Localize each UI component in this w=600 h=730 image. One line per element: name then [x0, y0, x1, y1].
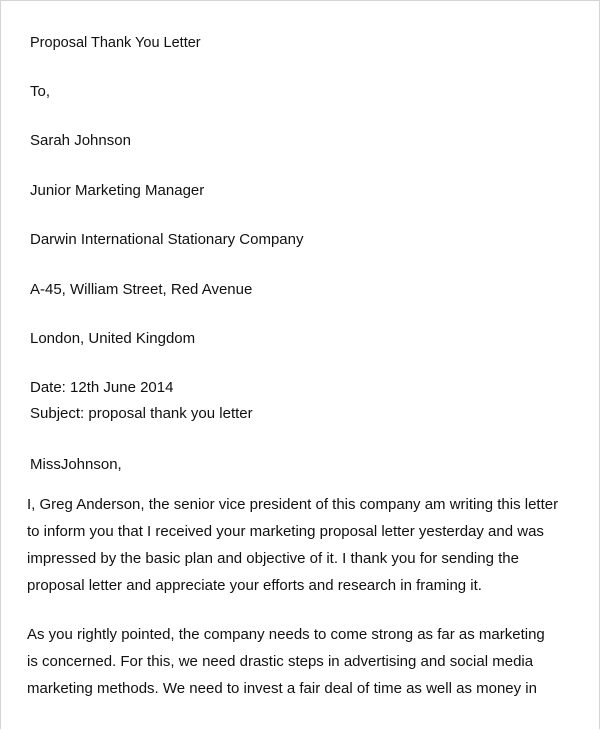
paragraph-line: As you rightly pointed, the company needs to come strong as far as marketing	[27, 626, 545, 643]
salutation: MissJohnson,	[30, 456, 122, 473]
recipient-name: Sarah Johnson	[30, 132, 131, 149]
paragraph-line: to inform you that I received your marketing proposal letter yesterday and was	[27, 523, 544, 540]
paragraph-line: impressed by the basic plan and objective of it. I thank you for sending the	[27, 550, 519, 567]
body-paragraph-2	[27, 621, 545, 702]
body-paragraph-1	[27, 491, 558, 599]
letter-subject: Subject: proposal thank you letter	[30, 405, 253, 422]
letter-date: Date: 12th June 2014	[30, 379, 174, 396]
paragraph-line: marketing methods. We need to invest a fair deal of time as well as money in	[27, 680, 537, 697]
to-line: To,	[30, 83, 51, 100]
paragraph-line: proposal letter and appreciate your efforts and research in framing it.	[27, 577, 482, 594]
paragraph-line: I, Greg Anderson, the senior vice president of this company am writing this letter	[27, 496, 559, 513]
letter-title: Proposal Thank You Letter	[30, 35, 201, 51]
recipient-company: Darwin International Stationary Company	[30, 231, 304, 248]
recipient-city: London, United Kingdom	[30, 330, 196, 347]
paragraph-line: is concerned. For this, we need drastic steps in advertising and social media	[27, 653, 534, 670]
recipient-title: Junior Marketing Manager	[30, 182, 205, 199]
recipient-address: A-45, William Street, Red Avenue	[30, 281, 253, 298]
